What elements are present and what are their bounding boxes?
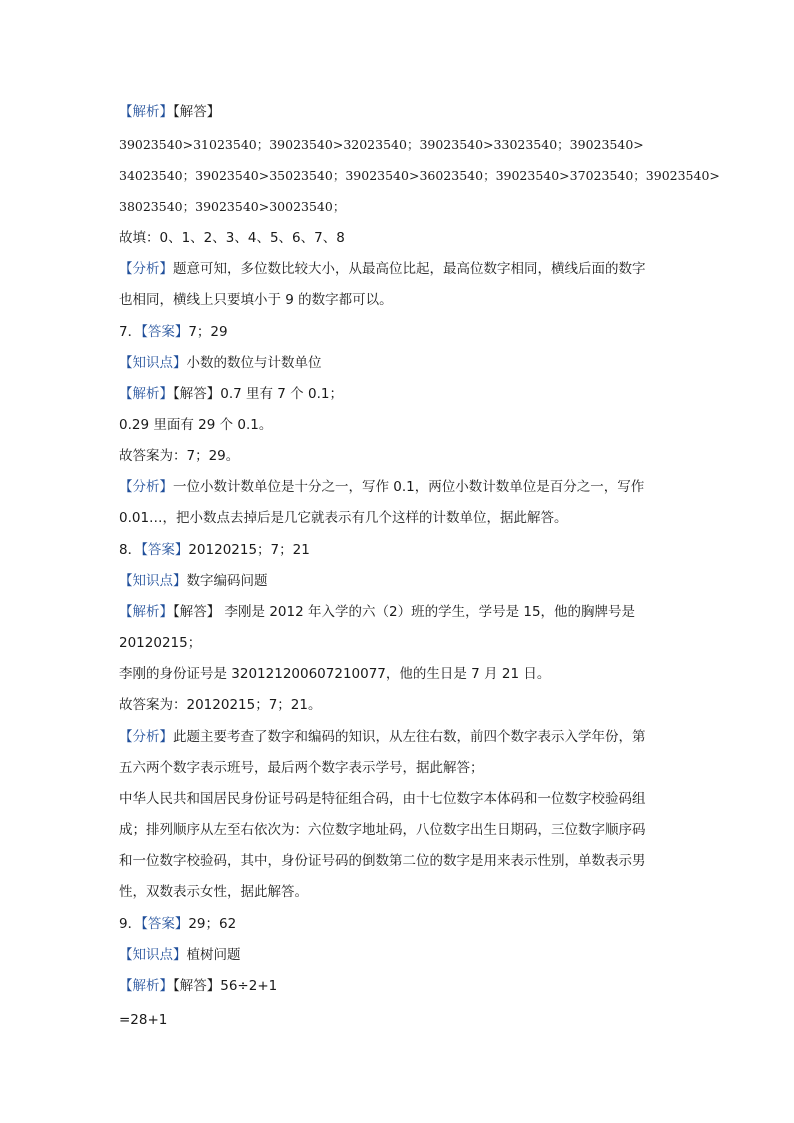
label-daan: 【答案】 [141, 542, 189, 558]
solution-heading [119, 102, 679, 122]
label-jiexi: 【解析】 [119, 386, 173, 402]
label-fenxi: 【分析】 [119, 261, 173, 277]
label-jieda: 【解答】 [173, 978, 221, 994]
q8-answer-value: 20120215；7；21 [188, 542, 310, 558]
q8-answer [119, 540, 679, 560]
q8-final: 故答案为：20120215；7；21。 [119, 697, 322, 713]
label-jieda: 【解答】 [173, 386, 221, 402]
q9-solution [119, 976, 679, 996]
q7-knowledge-text: 小数的数位与计数单位 [186, 355, 322, 371]
q7-solution [119, 384, 679, 404]
q7-answer-value: 7；29 [188, 324, 228, 340]
q8-analysis-4: 成；排列顺序从左至右依次为：六位数字地址码，八位数字出生日期码，三位数字顺序码 [119, 822, 646, 838]
q7-number: 7． [119, 324, 142, 340]
q8-solution-3: 李刚的身份证号是 320121200607210077，他的生日是 7 月 21 日。 [119, 666, 551, 682]
label-daan: 【答案】 [141, 324, 189, 340]
q8-number: 8． [119, 542, 142, 558]
q7-answer [119, 322, 679, 342]
comparison-line-2: 34023540；39023540>35023540；39023540>36023540；39023540>37023540；39023540> [119, 168, 720, 183]
analysis-line-2: 也相同，横线上只要填小于 9 的数字都可以。 [119, 292, 393, 308]
q8-analysis-text: 此题主要考查了数字和编码的知识，从左往右数，前四个数字表示入学年份，第 [173, 729, 646, 745]
label-jiexi: 【解析】 [119, 104, 173, 120]
label-jieda: 【解答】 [173, 604, 221, 620]
label-jiexi: 【解析】 [119, 978, 173, 994]
q7-solution-2: 0.29 里面有 29 个 0.1。 [119, 417, 273, 433]
q9-solution-text: 56÷2+1 [220, 978, 278, 994]
q8-analysis-1 [119, 727, 679, 747]
q7-knowledge [119, 353, 679, 373]
q8-analysis-3: 中华人民共和国居民身份证号码是特征组合码，由十七位数字本体码和一位数字校验码组 [119, 791, 646, 807]
q7-analysis-1 [119, 477, 679, 497]
analysis-text: 题意可知，多位数比较大小，从最高位比起，最高位数字相同，横线后面的数字 [173, 261, 646, 277]
label-zhishidian: 【知识点】 [119, 355, 187, 371]
q8-knowledge-text: 数字编码问题 [186, 573, 268, 589]
q8-analysis-5: 和一位数字校验码，其中，身份证号码的倒数第二位的数字是用来表示性别，单数表示男 [119, 853, 646, 869]
q9-knowledge-text: 植树问题 [186, 947, 241, 963]
q7-final: 故答案为：7；29。 [119, 448, 240, 464]
q9-solution-2: =28+1 [119, 1012, 168, 1028]
q7-solution-text: 0.7 里有 7 个 0.1； [220, 386, 343, 402]
q8-analysis-2: 五六两个数字表示班号，最后两个数字表示学号，据此解答； [119, 760, 484, 776]
label-fenxi: 【分析】 [119, 729, 173, 745]
q7-analysis-text: 一位小数计数单位是十分之一，写作 0.1，两位小数计数单位是百分之一，写作 [173, 479, 645, 495]
q9-answer-value: 29；62 [188, 916, 237, 932]
q8-solution-2: 20120215； [119, 635, 202, 651]
analysis-line-1 [119, 259, 679, 279]
label-zhishidian: 【知识点】 [119, 573, 187, 589]
q9-number: 9． [119, 916, 142, 932]
q8-analysis-6: 性，双数表示女性，据此解答。 [119, 884, 308, 900]
label-fenxi: 【分析】 [119, 479, 173, 495]
q7-analysis-2: 0.01…，把小数点去掉后是几它就表示有几个这样的计数单位，据此解答。 [119, 510, 568, 526]
comparison-line-3: 38023540；39023540>30023540； [119, 199, 346, 214]
label-jiexi: 【解析】 [119, 604, 173, 620]
q9-answer [119, 914, 679, 934]
label-jieda: 【解答】 [173, 104, 221, 120]
q8-solution [119, 602, 679, 622]
label-zhishidian: 【知识点】 [119, 947, 187, 963]
q9-knowledge [119, 945, 679, 965]
q8-knowledge [119, 571, 679, 591]
fill-answer: 故填：0、1、2、3、4、5、6、7、8 [119, 230, 345, 246]
label-daan: 【答案】 [141, 916, 189, 932]
comparison-line-1: 39023540>31023540；39023540>32023540；39023540>33023540；39023540> [119, 137, 644, 152]
q8-solution-text: 李刚是 2012 年入学的六（2）班的学生，学号是 15，他的胸牌号是 [220, 604, 636, 620]
